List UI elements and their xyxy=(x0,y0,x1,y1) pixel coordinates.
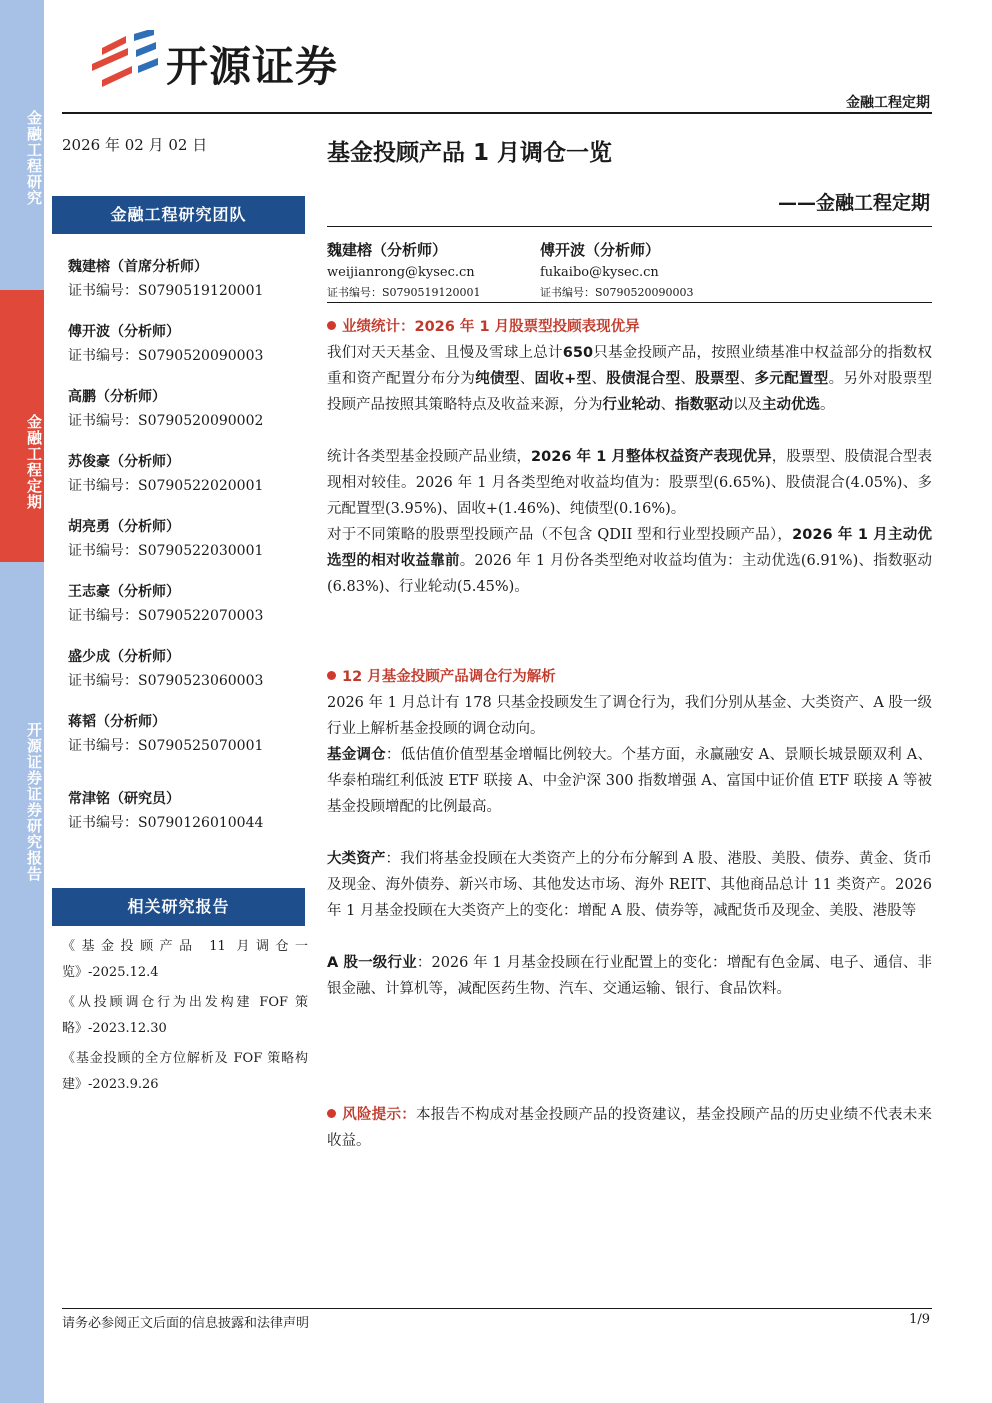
bold-text: 多元配置型 xyxy=(754,371,829,387)
bold-text: 基金调仓 xyxy=(327,747,386,763)
section-heading-text: 业绩统计：2026 年 1 月股票型投顾表现优异 xyxy=(342,319,640,335)
bold-text: 2026 年 1 月整体权益资产表现优异 xyxy=(531,449,772,465)
side-strip xyxy=(0,0,44,1403)
paragraph xyxy=(327,742,932,820)
bold-text: A 股一级行业 xyxy=(327,955,417,971)
analyst-cert: 证书编号：S0790520090003 xyxy=(68,348,264,364)
text: 、 xyxy=(739,371,755,387)
paragraph xyxy=(327,444,932,522)
bullet-icon xyxy=(327,321,336,330)
analyst-name: 苏俊豪（分析师） xyxy=(68,454,180,470)
analyst-cert: 证书编号：S0790525070001 xyxy=(68,738,264,754)
page-title: 基金投顾产品 1 月调仓一览 xyxy=(327,140,613,166)
analyst-item xyxy=(68,711,308,776)
author-email[interactable]: fukaibo@kysec.cn xyxy=(540,265,659,280)
analyst-item xyxy=(68,451,308,516)
bold-text: 股票型 xyxy=(695,371,740,387)
section-rebalancing xyxy=(327,664,932,1002)
text: 。2026 年 1 月份各类型绝对收益均值为：主动优选(6.91%)、指数驱动(6.83%)、行业轮动(5.45%)。 xyxy=(327,553,932,595)
paragraph xyxy=(327,522,932,600)
analyst-cert: 证书编号：S0790520090002 xyxy=(68,413,264,429)
bullet-icon xyxy=(327,1109,336,1118)
analyst-cert: 证书编号：S0790522070003 xyxy=(68,608,264,624)
bold-text: 650 xyxy=(562,345,594,361)
author-cert: 证书编号：S0790520090003 xyxy=(540,286,694,299)
bold-text: 纯债型 xyxy=(475,371,520,387)
section-heading-text: 风险提示： xyxy=(342,1107,416,1123)
text: 。另外对股票型投顾产品按照其策略特点及收益来源，分为 xyxy=(327,371,933,413)
text: ：低估值价值型基金增幅比例较大。个基方面，永赢融安 A、景顺长城景颐双利 A、华泰柏瑞红利低波 ETF 联接 A、中金沪深 300 指数增强 A、富国中证价值 ETF 联接 A 等被基金投顾增配的比例最高。 xyxy=(327,747,932,815)
author-block xyxy=(540,238,694,302)
header-divider xyxy=(62,112,932,114)
side-label-report: 开源证券证券研究报告 xyxy=(25,722,43,882)
analyst-item xyxy=(68,581,308,646)
company-logo xyxy=(88,30,378,90)
analyst-name: 蒋韬（分析师） xyxy=(68,714,166,730)
analyst-list xyxy=(68,256,308,853)
text: 以及 xyxy=(733,397,762,413)
related-report-link[interactable]: 《从投顾调仓行为出发构建 FOF 策略》-2023.12.30 xyxy=(62,995,308,1036)
paragraph xyxy=(327,950,932,1002)
analyst-name: 魏建榕（首席分析师） xyxy=(68,259,208,275)
logo-text: 开源证券 xyxy=(166,42,339,91)
analyst-name: 高鹏（分析师） xyxy=(68,389,166,405)
bold-text: 股债混合型 xyxy=(606,371,681,387)
bold-text: 大类资产 xyxy=(327,851,386,867)
analyst-item xyxy=(68,516,308,581)
section-heading xyxy=(327,314,932,340)
text: 统计各类型基金投顾产品业绩， xyxy=(327,449,532,465)
footer-divider xyxy=(62,1308,932,1309)
title-divider xyxy=(327,226,932,227)
logo-mark-icon xyxy=(88,30,160,90)
related-report-list xyxy=(62,934,308,1102)
analyst-name: 胡亮勇（分析师） xyxy=(68,519,180,535)
bold-text: 指数驱动 xyxy=(675,397,733,413)
related-reports-box: 相关研究报告 xyxy=(52,888,305,926)
bullet-icon xyxy=(327,671,336,680)
side-label-periodic: 金融工程定期 xyxy=(0,290,44,562)
paragraph xyxy=(327,846,932,924)
section-heading-text: 12 月基金投顾产品调仓行为解析 xyxy=(342,669,556,685)
page-number: 1/9 xyxy=(909,1312,930,1327)
paragraph xyxy=(327,340,932,418)
text: ：2026 年 1 月基金投顾在行业配置上的变化：增配有色金属、电子、通信、非银金融、计算机等，减配医药生物、汽车、交通运输、银行、食品饮料。 xyxy=(327,955,932,997)
text: 本报告不构成对基金投顾产品的投资建议，基金投顾产品的历史业绩不代表未来收益。 xyxy=(327,1107,932,1149)
related-report-link[interactable]: 《基金投顾产品 11 月调仓一览》-2025.12.4 xyxy=(62,939,308,980)
header-tag: 金融工程定期 xyxy=(846,95,930,111)
analyst-item xyxy=(68,646,308,711)
author-block xyxy=(327,238,481,302)
text: 。 xyxy=(820,397,835,413)
analyst-item xyxy=(68,321,308,386)
paragraph: 2026 年 1 月总计有 178 只基金投顾发生了调仓行为，我们分别从基金、大类资产、A 股一级行业上解析基金投顾的调仓动向。 xyxy=(327,695,932,737)
analyst-cert: 证书编号：S0790522030001 xyxy=(68,543,264,559)
team-box: 金融工程研究团队 xyxy=(52,196,305,234)
analyst-name: 傅开波（分析师） xyxy=(68,324,180,340)
analyst-cert: 证书编号：S0790519120001 xyxy=(68,283,264,299)
side-label-research: 金融工程研究 xyxy=(25,110,43,206)
analyst-cert: 证书编号：S0790522020001 xyxy=(68,478,264,494)
analyst-item xyxy=(68,788,308,853)
section-heading xyxy=(327,664,932,690)
text: 、 xyxy=(680,371,696,387)
text: 、 xyxy=(519,371,535,387)
author-divider xyxy=(327,302,932,303)
text: 只基金投顾产品，按照业绩基准中权益部分的指数权重和资产配置分布分为 xyxy=(327,345,932,387)
report-date: 2026 年 02 月 02 日 xyxy=(62,136,208,154)
section-performance xyxy=(327,314,932,600)
footer-disclaimer: 请务必参阅正文后面的信息披露和法律声明 xyxy=(62,1316,310,1331)
author-name: 傅开波（分析师） xyxy=(540,241,661,259)
paragraph xyxy=(327,1102,932,1154)
author-name: 魏建榕（分析师） xyxy=(327,241,448,259)
text: ，股票型、股债混合型表现相对较佳。2026 年 1 月各类型绝对收益均值为：股票型(6.65%)、股债混合(4.05%)、多元配置型(3.95%)、固收+(1.46%)、纯债型(0.16%)。 xyxy=(327,449,933,517)
analyst-name: 常津铭（研究员） xyxy=(68,791,180,807)
analyst-cert: 证书编号：S0790126010044 xyxy=(68,815,264,831)
bold-text: 固收+型 xyxy=(534,371,592,387)
analyst-item xyxy=(68,386,308,451)
bold-text: 主动优选 xyxy=(762,397,820,413)
analyst-cert: 证书编号：S0790523060003 xyxy=(68,673,264,689)
analyst-name: 盛少成（分析师） xyxy=(68,649,180,665)
text: 对于不同策略的股票型投顾产品（不包含 QDII 型和行业型投顾产品）， xyxy=(327,527,793,543)
related-report-link[interactable]: 《基金投顾的全方位解析及 FOF 策略构建》-2023.9.26 xyxy=(62,1051,308,1092)
text: 、 xyxy=(591,371,607,387)
analyst-item xyxy=(68,256,308,321)
bold-text: 2026 年 1 月主动优选型的相对收益靠前 xyxy=(327,527,933,569)
page-subtitle: ——金融工程定期 xyxy=(777,192,930,214)
bold-text: 行业轮动 xyxy=(602,397,661,413)
text: 我们对天天基金、且慢及雪球上总计 xyxy=(327,345,563,361)
section-risk xyxy=(327,1102,932,1154)
analyst-name: 王志豪（分析师） xyxy=(68,584,180,600)
text: ：我们将基金投顾在大类资产上的分布分解到 A 股、港股、美股、债券、黄金、货币及现金、海外债券、新兴市场、其他发达市场、海外 REIT、其他商品总计 11 类资产。2026 年 1 月基金投顾在大类资产上的变化：增配 A 股、债券等，减配货币及现金、美股、港股等 xyxy=(327,851,933,919)
author-email[interactable]: weijianrong@kysec.cn xyxy=(327,265,475,280)
author-cert: 证书编号：S0790519120001 xyxy=(327,286,481,299)
text: 、 xyxy=(660,397,675,413)
